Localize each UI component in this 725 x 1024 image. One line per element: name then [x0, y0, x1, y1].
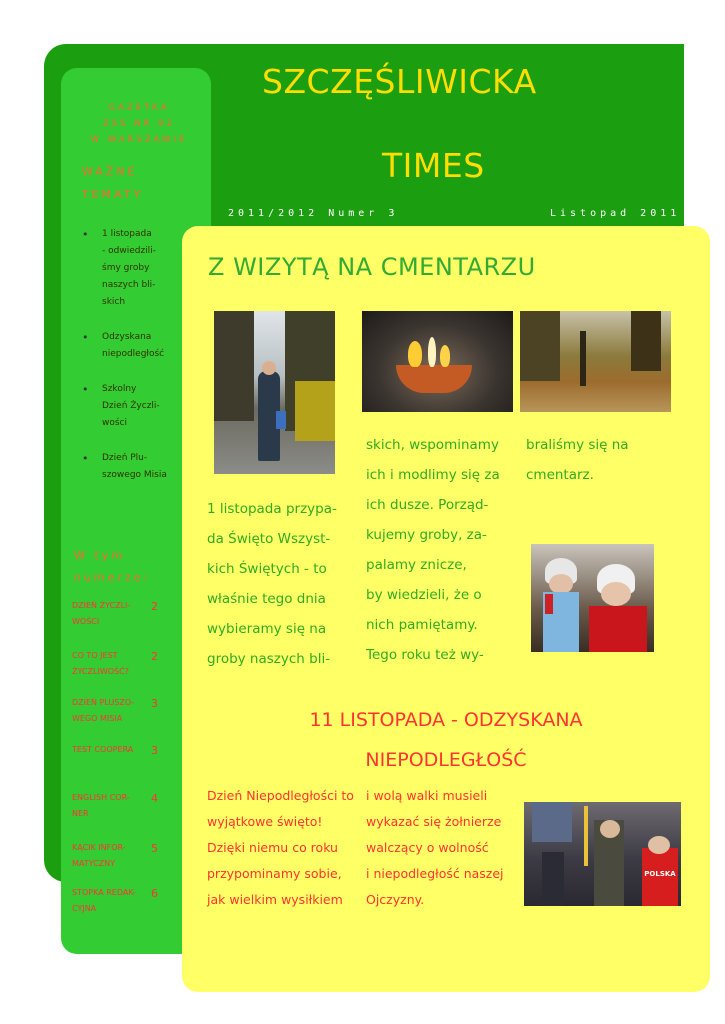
text-line: Tego roku też wy- [366, 647, 484, 663]
toc-page-number: 3 [151, 744, 158, 757]
masthead-title-line1: SZCZĘŚLIWICKA [262, 62, 537, 101]
line: • Szkolny [102, 384, 137, 394]
toc-label-line: KĄCIK INFOR- [72, 843, 126, 852]
text-line: i niepodległość naszej [366, 866, 504, 881]
heading-line: W tym [74, 549, 125, 562]
toc-page-number: 6 [151, 887, 158, 900]
toc-label-line: ŻYCZLIWOŚĆ? [72, 667, 129, 676]
line: wości [102, 418, 128, 428]
toc-label-line: MATYCZNY [72, 859, 116, 868]
line: - odwiedzili- [102, 246, 156, 256]
issue-date: Listopad 2011 [550, 208, 681, 219]
text-line: wykazać się żołnierze [366, 814, 502, 829]
list-item [82, 450, 182, 484]
toc-label-line: NER [72, 809, 89, 818]
text-line: by wiedzieli, że o [366, 587, 482, 603]
line: skich [102, 297, 126, 307]
line: Dzień Życzli- [102, 401, 160, 411]
text-line: przypominamy sobie, [207, 866, 342, 881]
gazette-line: GAZETKA [108, 103, 170, 113]
toc-page-number: 4 [151, 792, 158, 805]
article-col2 [366, 783, 504, 913]
text-line: kich Świętych - to [207, 561, 327, 577]
toc-label-line: CO TO JEST [72, 651, 118, 660]
line: • 1 listopada [102, 229, 152, 239]
text-line: ich i modlimy się za [366, 467, 500, 483]
title-line: NIEPODLEGŁOŚĆ [365, 749, 527, 771]
children-photo [531, 544, 654, 652]
heading-line: WAŻNE [82, 165, 138, 178]
toc-label-line: DZIEŃ ŻYCZLI- [72, 601, 131, 610]
toc-page-number: 2 [151, 650, 158, 663]
text-line: braliśmy się na [526, 437, 629, 453]
text-line: palamy znicze, [366, 557, 467, 573]
text-line: da Święto Wszyst- [207, 531, 331, 547]
autumn-alley-photo [520, 311, 671, 412]
toc-label-line: WEGO MISIA [72, 714, 123, 723]
article-title: Z WIZYTĄ NA CMENTARZU [208, 253, 536, 281]
line: niepodległość [102, 349, 165, 359]
text-line: wybieramy się na [207, 621, 327, 637]
text-line: ich dusze. Porząd- [366, 497, 489, 513]
text-line: kujemy groby, za- [366, 527, 487, 543]
list-item [82, 381, 182, 432]
text-line: Dzień Niepodległości to [207, 788, 354, 803]
text-line: właśnie tego dnia [207, 591, 326, 607]
text-line: skich, wspominamy [366, 437, 499, 453]
text-line: cmentarz. [526, 467, 594, 483]
article-title [182, 700, 710, 780]
list-item [82, 329, 182, 363]
text-line: jak wielkim wysiłkiem [207, 892, 343, 907]
toc-label-line: STOPKA REDAK- [72, 888, 136, 897]
article-col1 [207, 783, 354, 913]
text-line: groby naszych bli- [207, 651, 331, 667]
line: • Dzień Plu- [102, 453, 148, 463]
toc-label-line: DZIEŃ PLUSZO- [72, 698, 135, 707]
text-line: i wolą walki musieli [366, 788, 488, 803]
article-col2 [366, 430, 500, 670]
text-line: nich pamiętamy. [366, 617, 478, 633]
text-line: Ojczyzny. [366, 892, 425, 907]
toc-label-line: ENGLISH COR- [72, 793, 130, 802]
heading-line: numerze: [74, 571, 151, 584]
important-topics-heading [82, 160, 143, 206]
candle-photo [362, 311, 513, 412]
toc-label-line: CYJNA [72, 904, 97, 913]
line: szowego Misia [102, 470, 167, 480]
title-line: 11 LISTOPADA - ODZYSKANA [309, 709, 583, 731]
text-line: Dzięki niemu co roku [207, 840, 338, 855]
toc-page-number: 5 [151, 842, 158, 855]
line: • Odzyskana [102, 332, 152, 342]
text-line: 1 listopada przypa- [207, 501, 337, 517]
issue-number: 2011/2012 Numer 3 [228, 208, 399, 219]
toc-page-number: 2 [151, 600, 158, 613]
text-line: wyjątkowe święto! [207, 814, 323, 829]
line: naszych bli- [102, 280, 156, 290]
cemetery-boy-photo [214, 311, 335, 474]
text-line: walczący o wolność [366, 840, 489, 855]
heading-line: TEMATY [82, 188, 144, 201]
toc-heading [74, 545, 150, 589]
shirt-text: POLSKA [644, 870, 676, 878]
gazette-line: W WARSZAWIE [90, 135, 188, 145]
toc-label-line: WOŚCI [72, 617, 100, 626]
article-col3 [526, 430, 629, 490]
gazette-line: ZSS NR 92 [102, 119, 176, 129]
toc-label-line: TEST COOPERA [72, 745, 134, 754]
parade-photo [524, 802, 681, 906]
list-item [82, 226, 182, 311]
gazette-info [70, 100, 208, 148]
line: śmy groby [102, 263, 150, 273]
important-topics-list [82, 226, 182, 484]
article-col1 [207, 494, 337, 674]
masthead-title-line2: TIMES [382, 146, 485, 185]
toc-page-number: 3 [151, 697, 158, 710]
